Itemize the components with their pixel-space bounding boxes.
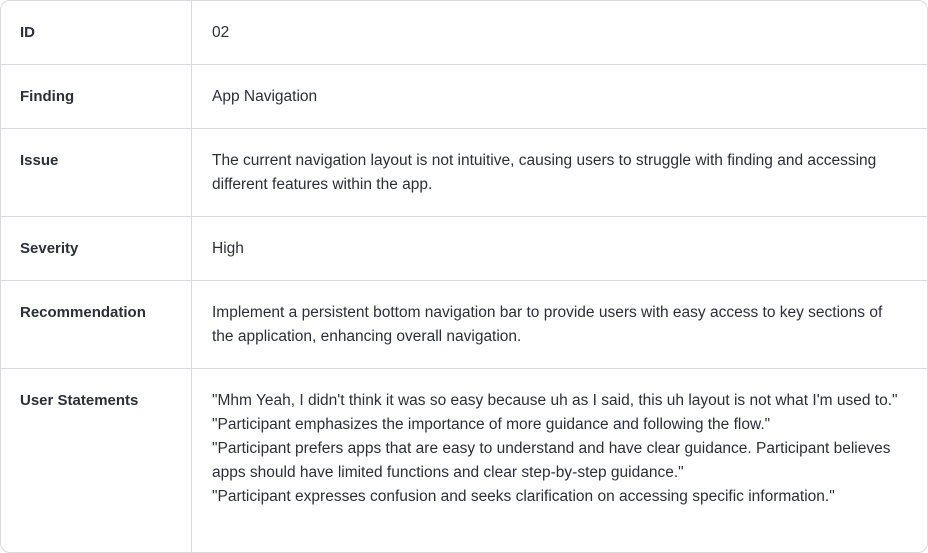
label-recommendation: Recommendation [1,281,192,368]
user-statement: "Participant expresses confusion and seeks clarification on accessing specific information." [212,488,835,505]
user-statement: "Mhm Yeah, I didn't think it was so easy because uh as I said, this uh layout is not what I'm used to." [212,392,898,409]
row-severity [1,217,927,281]
value-id: 02 [212,24,230,41]
row-user-statements [1,369,927,552]
value-recommendation: Implement a persistent bottom navigation bar to provide users with easy access to key sections of the application, enhancing overall navigation. [212,304,883,345]
row-issue [1,129,927,217]
label-issue: Issue [1,129,192,216]
row-finding [1,65,927,129]
value-severity: High [212,240,244,257]
value-issue: The current navigation layout is not intuitive, causing users to struggle with finding and accessing different features within the app. [212,152,877,193]
row-id [1,1,927,65]
value-user-statements [192,369,927,552]
user-statement: "Participant prefers apps that are easy to understand and have clear guidance. Participant believes apps should have limited functions and clear step-by-step guidance." [212,440,891,481]
label-finding: Finding [1,65,192,128]
label-severity: Severity [1,217,192,280]
row-recommendation [1,281,927,369]
value-finding: App Navigation [212,88,318,105]
label-user-statements: User Statements [1,369,192,552]
user-statement: "Participant emphasizes the importance of more guidance and following the flow." [212,416,771,433]
label-id: ID [1,1,192,64]
